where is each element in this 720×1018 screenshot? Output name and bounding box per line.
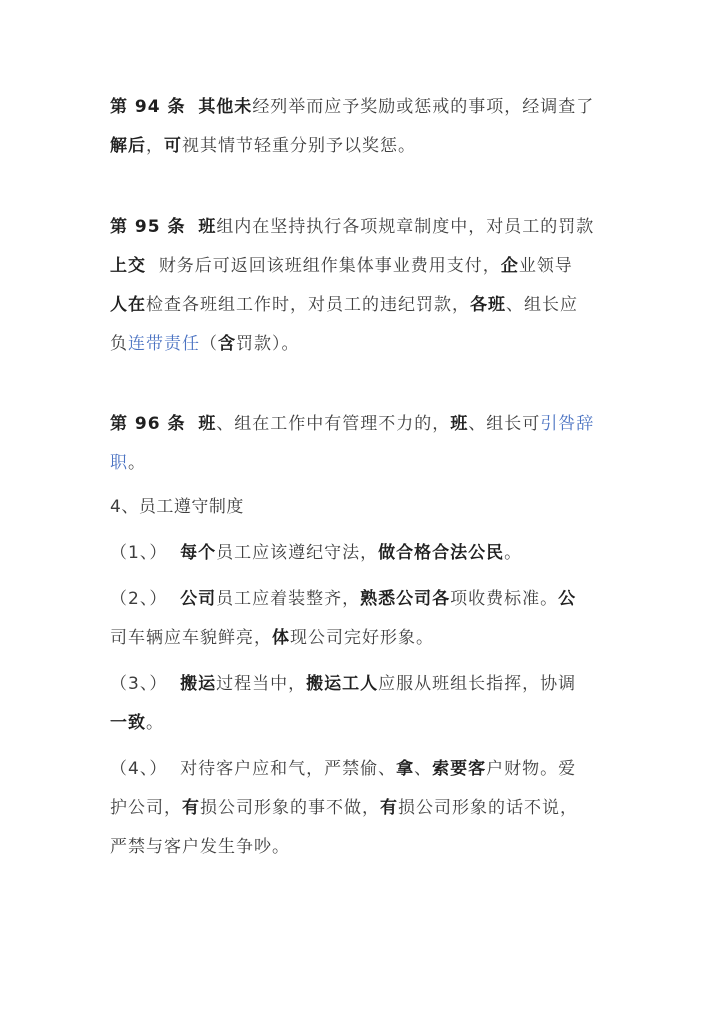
article-94-text-2: 视其情节轻重分别予以奖惩。 (182, 136, 416, 156)
rule-2-number: （2、） (110, 589, 168, 609)
rule-3-bold-2: 搬运工人 (306, 674, 379, 694)
rule-4-bold-3: 有 (182, 798, 200, 818)
rule-2-bold-2: 熟悉公司各 (360, 589, 451, 609)
rule-4-comma: 、 (414, 759, 433, 779)
article-95-bold-3: 人在 (110, 295, 146, 315)
rule-4-text-2: 户财物。爱 (486, 759, 577, 779)
rule-4-line-1 (110, 757, 610, 781)
article-96-text: 、组在工作中有管理不力的， (216, 414, 451, 434)
rule-4-bold-2: 索要客 (432, 759, 487, 779)
article-96-line-2 (110, 451, 610, 475)
rule-4-bold-4: 有 (380, 798, 398, 818)
rule-1-number: （1、） (110, 543, 168, 563)
article-96-text-2: 、组长可 (468, 414, 541, 434)
article-95-bold-lead: 班 (198, 217, 217, 237)
article-94-line-1 (110, 95, 610, 119)
rule-2-bold-3: 公 (558, 589, 577, 609)
rule-3-line-1 (110, 672, 610, 696)
article-94-line-2 (110, 134, 610, 158)
article-96-period: 。 (128, 453, 146, 473)
rule-3-number: （3、） (110, 674, 168, 694)
rule-2-bold-4: 体 (272, 628, 290, 648)
rule-4-line-2 (110, 796, 610, 820)
rule-4-text-5: 损公司形象的话不说， (398, 798, 578, 818)
rule-2-bold: 公司 (180, 589, 217, 609)
article-94-comma: ， (146, 136, 164, 156)
rule-3-text: 过程当中， (216, 674, 307, 694)
resign-link-cont[interactable]: 职 (110, 453, 128, 473)
joint-liability-link[interactable]: 连带责任 (128, 334, 200, 354)
rule-1-line (110, 541, 610, 565)
rule-1-text: 员工应该遵纪守法， (216, 543, 379, 563)
rule-4-text-3: 护公司， (110, 798, 182, 818)
article-95-bold: 上交 (110, 256, 146, 276)
rule-4-number: （4、） (110, 759, 168, 779)
article-94-bold: 解后 (110, 136, 146, 156)
article-95-bold-5: 含 (218, 334, 236, 354)
rule-3-bold-3: 一致 (110, 713, 146, 733)
rule-4-text-6: 严禁与客户发生争吵。 (110, 837, 290, 857)
article-95-bold-4: 各班 (470, 295, 506, 315)
article-95-text-5: 、组长应 (506, 295, 578, 315)
article-95-text: 组内在坚持执行各项规章制度中，对员工的罚款 (216, 217, 595, 237)
article-95-line-4 (110, 332, 610, 356)
rule-4-text: 对待客户应和气，严禁偷、 (180, 759, 397, 779)
article-94-bold-lead: 其他未 (198, 97, 253, 117)
rule-4-text-4: 损公司形象的事不做， (200, 798, 380, 818)
rule-1-bold-2: 做合格合法公民 (378, 543, 505, 563)
rule-2-line-2 (110, 626, 610, 650)
article-96-number: 第 96 条 (110, 414, 186, 434)
article-95-line-3 (110, 293, 610, 317)
rule-3-text-2: 应服从班组长指挥，协调 (378, 674, 577, 694)
rule-1-bold: 每个 (180, 543, 217, 563)
rule-3-line-2 (110, 711, 610, 735)
article-95-line-2 (110, 254, 610, 278)
article-94-bold-2: 可 (164, 136, 182, 156)
rule-2-line-1 (110, 587, 610, 611)
section-4-heading: 4、员工遵守制度 (110, 497, 244, 517)
article-95-line-1 (110, 215, 610, 239)
rule-2-text-3: 司车辆应车貌鲜亮， (110, 628, 272, 648)
article-95-paren: （ (200, 334, 218, 354)
rule-4-line-3 (110, 835, 610, 859)
article-96-bold-lead: 班 (198, 414, 217, 434)
article-95-number: 第 95 条 (110, 217, 186, 237)
rule-2-text: 员工应着装整齐， (216, 589, 361, 609)
article-95-text-4: 检查各班组工作时，对员工的违纪罚款， (146, 295, 470, 315)
rule-3-period: 。 (146, 713, 164, 733)
rule-4-bold: 拿 (396, 759, 415, 779)
rule-1-period: 。 (504, 543, 523, 563)
article-94-text: 经列举而应予奖励或惩戒的事项，经调查了 (252, 97, 595, 117)
rule-2-text-4: 现公司完好形象。 (290, 628, 434, 648)
rule-3-bold: 搬运 (180, 674, 217, 694)
resign-link[interactable]: 引咎辞 (540, 414, 595, 434)
article-96-line-1 (110, 412, 610, 436)
article-96-bold-2: 班 (450, 414, 469, 434)
article-95-bold-2: 企 (500, 256, 519, 276)
article-95-text-7: 罚款）。 (236, 334, 300, 354)
article-95-text-3: 业领导 (518, 256, 573, 276)
article-95-text-2: 财务后可返回该班组作集体事业费用支付， (158, 256, 501, 276)
article-94-number: 第 94 条 (110, 97, 186, 117)
article-95-text-6: 负 (110, 334, 128, 354)
rule-2-text-2: 项收费标准。 (450, 589, 559, 609)
